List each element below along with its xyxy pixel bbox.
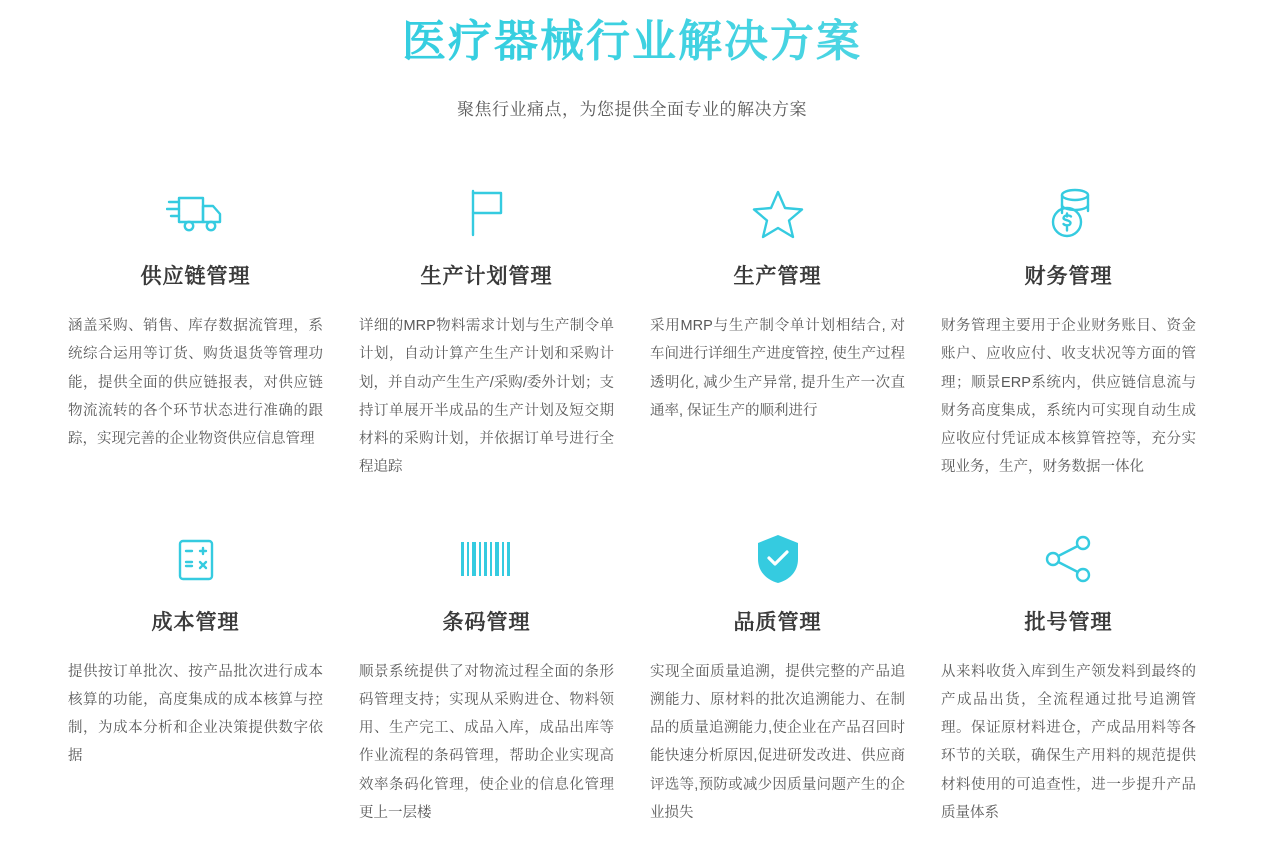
feature-card (50, 180, 341, 482)
feature-grid (0, 180, 1264, 827)
truck-icon (68, 180, 323, 246)
feature-title: 生产管理 (733, 265, 822, 288)
coin-dollar-icon (941, 180, 1196, 246)
flag-icon (359, 180, 614, 246)
feature-card (632, 180, 923, 482)
star-icon (650, 180, 905, 246)
feature-card (923, 180, 1214, 482)
barcode-icon (359, 526, 614, 592)
shield-icon (650, 526, 905, 592)
feature-description: 涵盖采购、销售、库存数据流管理，系统综合运用等订货、购货退货等管理功能，提供全面的供应链报表，对供应链物流流转的各个环节状态进行准确的跟踪，实现完善的企业物资供应信息管理 (68, 318, 323, 448)
feature-title: 品质管理 (733, 610, 822, 634)
feature-description: 实现全面质量追溯，提供完整的产品追溯能力、原材料的批次追溯能力、在制品的质量追溯能力,使企业在产品召回时能快速分析原因,促进研发改进、供应商评选等,预防或减少因质量问题产生的企业损失 (650, 663, 905, 821)
feature-description: 财务管理主要用于企业财务账目、资金账户、应收应付、收支状况等方面的管理；顺景ERP系统内，供应链信息流与财务高度集成，系统内可实现自动生成应收应付凭证成本核算管控等，充分实现业务，生产，财务数据一体化 (941, 318, 1196, 476)
feature-title: 供应链管理 (140, 265, 251, 288)
calculator-icon (68, 526, 323, 592)
feature-card (50, 526, 341, 828)
feature-description: 从来料收货入库到生产领发料到最终的产成品出货，全流程通过批号追溯管理。保证原材料进仓，产成品用料等各环节的关联，确保生产用料的规范提供材料使用的可追查性，进一步提升产品质量体系 (941, 663, 1196, 821)
feature-description: 详细的MRP物料需求计划与生产制令单计划，自动计算产生生产计划和采购计划，并自动产生生产/采购/委外计划；支持订单展开半成品的生产计划及短交期材料的采购计划，并依据订单号进行全程追踪 (359, 318, 614, 476)
feature-title: 财务管理 (1024, 265, 1113, 288)
feature-title: 批号管理 (1024, 610, 1113, 634)
page-title: 医疗器械行业解决方案 (0, 14, 1264, 69)
feature-title: 生产计划管理 (420, 265, 553, 288)
feature-card (341, 180, 632, 482)
page-header (0, 0, 1264, 120)
feature-title: 成本管理 (151, 610, 240, 634)
feature-card (632, 526, 923, 828)
page-subtitle: 聚焦行业痛点，为您提供全面专业的解决方案 (457, 100, 807, 119)
feature-description: 采用MRP与生产制令单计划相结合, 对车间进行详细生产进度管控, 使生产过程透明化, 减少生产异常, 提升生产一次直通率, 保证生产的顺利进行 (650, 318, 905, 419)
feature-description: 顺景系统提供了对物流过程全面的条形码管理支持；实现从采购进仓、物料领用、生产完工、成品入库，成品出库等作业流程的条码管理，帮助企业实现高效率条码化管理，使企业的信息化管理更上一层楼 (359, 663, 614, 821)
feature-card (923, 526, 1214, 828)
share-nodes-icon (941, 526, 1196, 592)
feature-description: 提供按订单批次、按产品批次进行成本核算的功能，高度集成的成本核算与控制，为成本分析和企业决策提供数字依据 (68, 663, 323, 765)
feature-title: 条码管理 (442, 610, 531, 634)
feature-card (341, 526, 632, 828)
